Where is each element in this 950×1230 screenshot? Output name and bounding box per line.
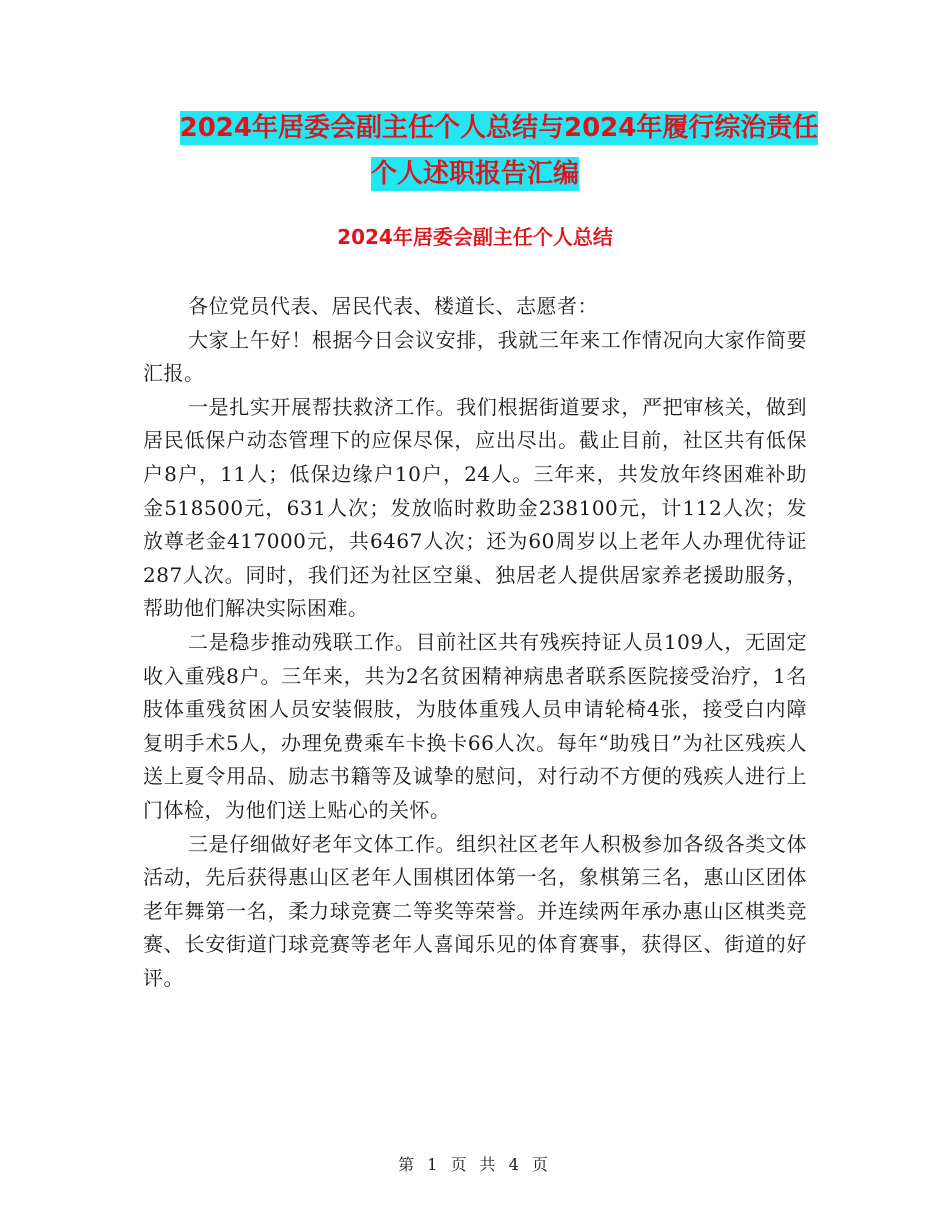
- paragraph-relief-work: 一是扎实开展帮扶救济工作。我们根据街道要求，严把审核关，做到居民低保户动态管理下的应保尽保，应出尽出。截止目前，社区共有低保户8户，11人；低保边缘户10户，24人。三年来，共发放年终困难补助金518500元，631人次；发放临时救助金238100元，计112人次；发放尊老金417000元，共6467人次；还为60周岁以上老年人办理优待证287人次。同时，我们还为社区空巢、独居老人提供居家养老援助服务，帮助他们解决实际困难。: [143, 394, 807, 621]
- paragraph-elderly-culture-work: 三是仔细做好老年文体工作。组织社区老年人积极参加各级各类文体活动，先后获得惠山区老年人围棋团体第一名，象棋第三名，惠山区团体老年舞第一名，柔力球竞赛二等奖等荣誉。并连续两年承办惠山区棋类竞赛、长安街道门球竞赛等老年人喜闻乐见的体育赛事，获得区、街道的好评。: [143, 831, 807, 990]
- title-text-2: 个人述职报告汇编: [370, 159, 579, 189]
- paragraph-intro: 大家上午好！根据今日会议安排，我就三年来工作情况向大家作简要汇报。: [143, 327, 807, 386]
- document-body: [143, 290, 807, 995]
- page-footer: 第 1 页 共 4 页: [398, 1155, 552, 1174]
- paragraph-salutation: 各位党员代表、居民代表、楼道长、志愿者：: [188, 294, 598, 318]
- section-title: 2024年居委会副主任个人总结: [337, 225, 613, 249]
- document-title-line-1: [24, 104, 950, 152]
- document-title-line-2: [0, 150, 950, 198]
- paragraph-disability-work: 二是稳步推动残联工作。目前社区共有残疾持证人员109人，无固定收入重残8户。三年来，共为2名贫困精神病患者联系医院接受治疗，1名肢体重残贫困人员安装假肢，为肢体重残人员申请轮椅4张，接受白内障复明手术5人，办理免费乘车卡换卡66人次。每年“助残日”为社区残疾人送上夏令用品、励志书籍等及诚挚的慰问，对行动不方便的残疾人进行上门体检，为他们送上贴心的关怀。: [143, 629, 807, 822]
- title-text-1: 2024年居委会副主任个人总结与2024年履行综治责任: [179, 113, 819, 143]
